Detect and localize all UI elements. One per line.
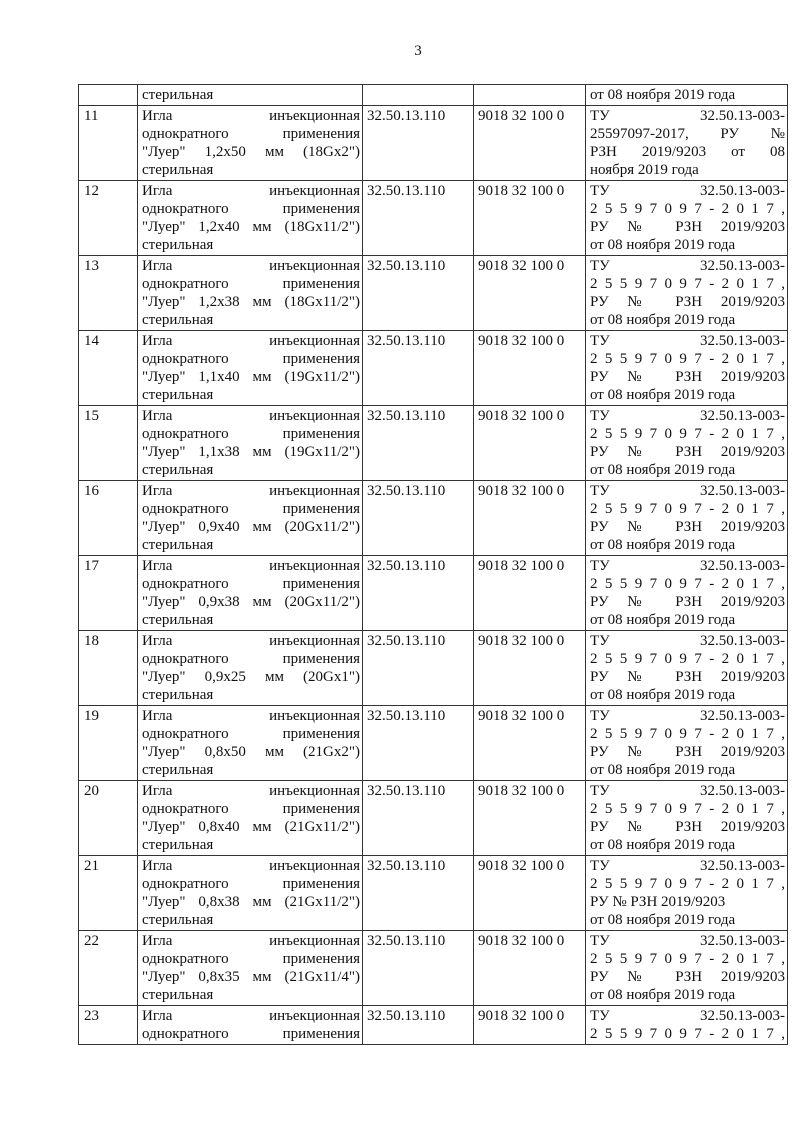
tnved-code-cell: 9018 32 100 0 (474, 481, 586, 556)
text-line: ТУ 32.50.13-003- (590, 933, 785, 949)
text-line: однократного применения (142, 426, 360, 442)
product-name-cell (138, 406, 363, 481)
table-row (79, 181, 788, 256)
text-line: РЗН 2019/9203 от 08 (590, 144, 785, 160)
text-line: ТУ 32.50.13-003- (590, 858, 785, 874)
product-name-cell (138, 181, 363, 256)
text-line: 2 5 5 9 7 0 9 7 - 2 0 1 7 , (590, 726, 785, 742)
table-row (79, 856, 788, 931)
row-number-cell: 16 (79, 481, 138, 556)
regulatory-docs-cell (586, 856, 788, 931)
table-row (79, 106, 788, 181)
text-line: РУ № РЗН 2019/9203 (590, 969, 785, 985)
product-name-cell (138, 706, 363, 781)
text-line: стерильная (142, 312, 214, 328)
text-line: от 08 ноября 2019 года (590, 912, 736, 928)
okpd2-code-cell: 32.50.13.110 (363, 556, 474, 631)
text-line: Игла инъекционная (142, 558, 360, 574)
table-row (79, 481, 788, 556)
text-line: 2 5 5 9 7 0 9 7 - 2 0 1 7 , (590, 1026, 785, 1042)
text-line: стерильная (142, 987, 214, 1003)
table-row (79, 556, 788, 631)
text-line: от 08 ноября 2019 года (590, 987, 736, 1003)
text-line: 2 5 5 9 7 0 9 7 - 2 0 1 7 , (590, 351, 785, 367)
text-line: ТУ 32.50.13-003- (590, 108, 785, 124)
text-line: "Луер" 1,2x38 мм (18Gx11/2") (142, 294, 360, 310)
text-line: "Луер" 1,1x40 мм (19Gx11/2") (142, 369, 360, 385)
tnved-code-cell: 9018 32 100 0 (474, 631, 586, 706)
tnved-code-cell: 9018 32 100 0 (474, 706, 586, 781)
text-line: от 08 ноября 2019 года (590, 687, 736, 703)
tnved-code-cell: 9018 32 100 0 (474, 1006, 586, 1045)
text-line: Игла инъекционная (142, 108, 360, 124)
text-line: 2 5 5 9 7 0 9 7 - 2 0 1 7 , (590, 801, 785, 817)
okpd2-code-cell: 32.50.13.110 (363, 331, 474, 406)
text-line: однократного применения (142, 126, 360, 142)
regulatory-docs-cell (586, 256, 788, 331)
text-line: "Луер" 1,1x38 мм (19Gx11/2") (142, 444, 360, 460)
text-line: стерильная (142, 237, 214, 253)
regulatory-docs-cell (586, 556, 788, 631)
text-line: стерильная (142, 462, 214, 478)
regulatory-docs-cell (586, 106, 788, 181)
text-line: 2 5 5 9 7 0 9 7 - 2 0 1 7 , (590, 276, 785, 292)
text-line: Игла инъекционная (142, 633, 360, 649)
tnved-code-cell: 9018 32 100 0 (474, 931, 586, 1006)
row-number-cell: 23 (79, 1006, 138, 1045)
regulatory-docs-cell (586, 181, 788, 256)
okpd2-code-cell: 32.50.13.110 (363, 781, 474, 856)
text-line: от 08 ноября 2019 года (590, 237, 736, 253)
text-line: Игла инъекционная (142, 483, 360, 499)
row-number-cell: 11 (79, 106, 138, 181)
row-number-cell (79, 85, 138, 106)
text-line: 2 5 5 9 7 0 9 7 - 2 0 1 7 , (590, 876, 785, 892)
needle-products-table (78, 84, 788, 1045)
table-row (79, 706, 788, 781)
text-line: Игла инъекционная (142, 933, 360, 949)
text-line: однократного применения (142, 651, 360, 667)
tnved-code-cell: 9018 32 100 0 (474, 256, 586, 331)
text-line: ТУ 32.50.13-003- (590, 1008, 785, 1024)
text-line: "Луер" 1,2x50 мм (18Gx2") (142, 144, 360, 160)
table-row (79, 631, 788, 706)
table-row (79, 331, 788, 406)
text-line: однократного применения (142, 276, 360, 292)
text-line: "Луер" 1,2x40 мм (18Gx11/2") (142, 219, 360, 235)
regulatory-docs-cell (586, 406, 788, 481)
text-line: "Луер" 0,8x38 мм (21Gx11/2") (142, 894, 360, 910)
tnved-code-cell: 9018 32 100 0 (474, 781, 586, 856)
regulatory-docs-cell (586, 85, 788, 106)
okpd2-code-cell: 32.50.13.110 (363, 406, 474, 481)
tnved-code-cell: 9018 32 100 0 (474, 331, 586, 406)
text-line: Игла инъекционная (142, 408, 360, 424)
text-line: ТУ 32.50.13-003- (590, 183, 785, 199)
text-line: "Луер" 0,8x40 мм (21Gx11/2") (142, 819, 360, 835)
okpd2-code-cell: 32.50.13.110 (363, 1006, 474, 1045)
product-name-cell (138, 256, 363, 331)
okpd2-code-cell: 32.50.13.110 (363, 106, 474, 181)
text-line: Игла инъекционная (142, 183, 360, 199)
table-row (79, 1006, 788, 1045)
text-line: 25597097-2017, РУ № (590, 126, 785, 142)
text-line: РУ № РЗН 2019/9203 (590, 219, 785, 235)
okpd2-code-cell: 32.50.13.110 (363, 706, 474, 781)
text-line: РУ № РЗН 2019/9203 (590, 669, 785, 685)
text-line: "Луер" 0,9x25 мм (20Gx1") (142, 669, 360, 685)
okpd2-code-cell: 32.50.13.110 (363, 856, 474, 931)
text-line: стерильная (142, 837, 214, 853)
text-line: ТУ 32.50.13-003- (590, 483, 785, 499)
text-line: однократного применения (142, 351, 360, 367)
text-line: ТУ 32.50.13-003- (590, 708, 785, 724)
row-number-cell: 19 (79, 706, 138, 781)
text-line: стерильная (142, 162, 214, 178)
regulatory-docs-cell (586, 631, 788, 706)
text-line: однократного применения (142, 726, 360, 742)
text-line: ноября 2019 года (590, 162, 699, 178)
text-line: "Луер" 0,9x38 мм (20Gx11/2") (142, 594, 360, 610)
text-line: ТУ 32.50.13-003- (590, 258, 785, 274)
text-line: "Луер" 0,8x35 мм (21Gx11/4") (142, 969, 360, 985)
text-line: от 08 ноября 2019 года (590, 762, 736, 778)
table-row (79, 256, 788, 331)
product-name-cell (138, 481, 363, 556)
tnved-code-cell (474, 85, 586, 106)
regulatory-docs-cell (586, 481, 788, 556)
table-row (79, 931, 788, 1006)
text-line: 2 5 5 9 7 0 9 7 - 2 0 1 7 , (590, 651, 785, 667)
product-name-cell (138, 106, 363, 181)
row-number-cell: 15 (79, 406, 138, 481)
product-name-cell (138, 556, 363, 631)
text-line: РУ № РЗН 2019/9203 (590, 294, 785, 310)
text-line: Игла инъекционная (142, 708, 360, 724)
text-line: РУ № РЗН 2019/9203 (590, 819, 785, 835)
text-line: "Луер" 0,8x50 мм (21Gx2") (142, 744, 360, 760)
okpd2-code-cell: 32.50.13.110 (363, 631, 474, 706)
text-line: 2 5 5 9 7 0 9 7 - 2 0 1 7 , (590, 501, 785, 517)
text-line: Игла инъекционная (142, 858, 360, 874)
needle-table-body (79, 85, 788, 1045)
tnved-code-cell: 9018 32 100 0 (474, 856, 586, 931)
text-line: однократного применения (142, 501, 360, 517)
row-number-cell: 12 (79, 181, 138, 256)
text-line: 2 5 5 9 7 0 9 7 - 2 0 1 7 , (590, 951, 785, 967)
text-line: Игла инъекционная (142, 258, 360, 274)
okpd2-code-cell (363, 85, 474, 106)
text-line: ТУ 32.50.13-003- (590, 333, 785, 349)
okpd2-code-cell: 32.50.13.110 (363, 481, 474, 556)
okpd2-code-cell: 32.50.13.110 (363, 181, 474, 256)
text-line: РУ № РЗН 2019/9203 (590, 744, 785, 760)
text-line: ТУ 32.50.13-003- (590, 558, 785, 574)
text-line: РУ № РЗН 2019/9203 (590, 594, 785, 610)
text-line: однократного применения (142, 201, 360, 217)
text-line: 2 5 5 9 7 0 9 7 - 2 0 1 7 , (590, 201, 785, 217)
text-line: 2 5 5 9 7 0 9 7 - 2 0 1 7 , (590, 426, 785, 442)
row-number-cell: 20 (79, 781, 138, 856)
page-number: 3 (414, 43, 422, 59)
text-line: 2 5 5 9 7 0 9 7 - 2 0 1 7 , (590, 576, 785, 592)
text-line: ТУ 32.50.13-003- (590, 408, 785, 424)
text-line: РУ № РЗН 2019/9203 (590, 894, 726, 910)
tnved-code-cell: 9018 32 100 0 (474, 556, 586, 631)
text-line: ТУ 32.50.13-003- (590, 783, 785, 799)
product-name-cell (138, 631, 363, 706)
text-line: однократного применения (142, 951, 360, 967)
text-line: от 08 ноября 2019 года (590, 537, 736, 553)
product-name-cell (138, 331, 363, 406)
text-line: стерильная (142, 387, 214, 403)
text-line: Игла инъекционная (142, 1008, 360, 1024)
row-number-cell: 22 (79, 931, 138, 1006)
product-name-cell (138, 931, 363, 1006)
table-row (79, 85, 788, 106)
okpd2-code-cell: 32.50.13.110 (363, 931, 474, 1006)
text-line: от 08 ноября 2019 года (590, 837, 736, 853)
text-line: от 08 ноября 2019 года (590, 87, 736, 103)
regulatory-docs-cell (586, 706, 788, 781)
text-line: стерильная (142, 687, 214, 703)
text-line: стерильная (142, 762, 214, 778)
text-line: стерильная (142, 912, 214, 928)
row-number-cell: 14 (79, 331, 138, 406)
text-line: однократного применения (142, 1026, 360, 1042)
text-line: стерильная (142, 612, 214, 628)
tnved-code-cell: 9018 32 100 0 (474, 181, 586, 256)
row-number-cell: 13 (79, 256, 138, 331)
text-line: от 08 ноября 2019 года (590, 462, 736, 478)
row-number-cell: 21 (79, 856, 138, 931)
text-line: от 08 ноября 2019 года (590, 387, 736, 403)
text-line: стерильная (142, 537, 214, 553)
row-number-cell: 17 (79, 556, 138, 631)
text-line: РУ № РЗН 2019/9203 (590, 519, 785, 535)
product-name-cell (138, 781, 363, 856)
product-name-cell (138, 1006, 363, 1045)
text-line: от 08 ноября 2019 года (590, 612, 736, 628)
regulatory-docs-cell (586, 331, 788, 406)
tnved-code-cell: 9018 32 100 0 (474, 106, 586, 181)
regulatory-docs-cell (586, 781, 788, 856)
table-row (79, 781, 788, 856)
table-row (79, 406, 788, 481)
product-name-cell (138, 856, 363, 931)
text-line: Игла инъекционная (142, 783, 360, 799)
text-line: однократного применения (142, 576, 360, 592)
text-line: РУ № РЗН 2019/9203 (590, 369, 785, 385)
row-number-cell: 18 (79, 631, 138, 706)
text-line: ТУ 32.50.13-003- (590, 633, 785, 649)
text-line: Игла инъекционная (142, 333, 360, 349)
regulatory-docs-cell (586, 1006, 788, 1045)
text-line: однократного применения (142, 876, 360, 892)
text-line: однократного применения (142, 801, 360, 817)
text-line: от 08 ноября 2019 года (590, 312, 736, 328)
text-line: стерильная (142, 87, 214, 103)
regulatory-docs-cell (586, 931, 788, 1006)
tnved-code-cell: 9018 32 100 0 (474, 406, 586, 481)
okpd2-code-cell: 32.50.13.110 (363, 256, 474, 331)
product-name-cell (138, 85, 363, 106)
text-line: "Луер" 0,9x40 мм (20Gx11/2") (142, 519, 360, 535)
text-line: РУ № РЗН 2019/9203 (590, 444, 785, 460)
